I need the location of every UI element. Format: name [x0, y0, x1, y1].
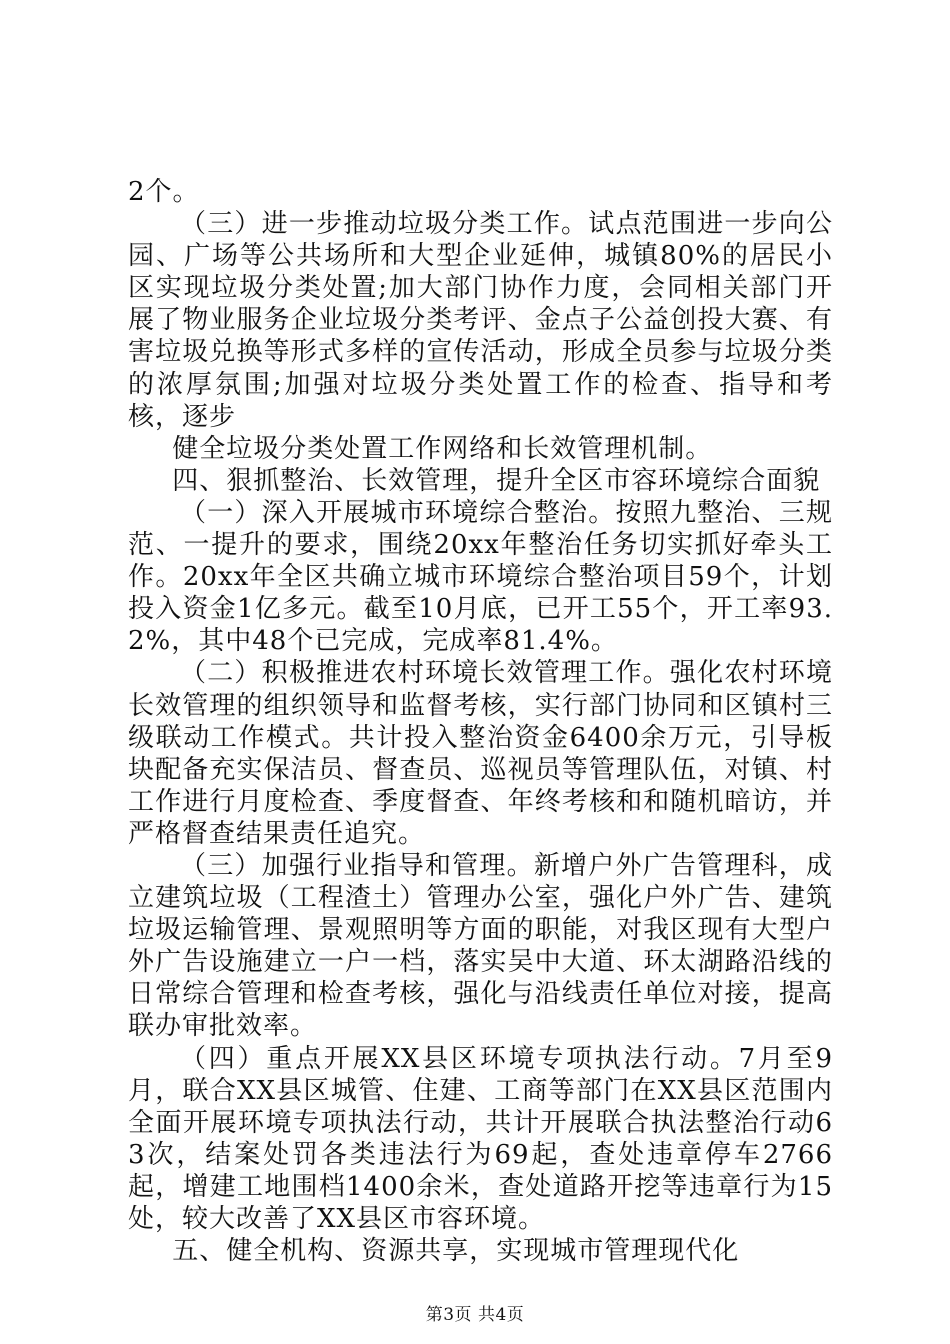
- section-heading-4: 四、狠抓整治、长效管理，提升全区市容环境综合面貌: [172, 465, 821, 496]
- paragraph-garbage-sorting: （三）进一步推动垃圾分类工作。试点范围进一步向公园、广场等公共场所和大型企业延伸，城镇80%的居民小区实现垃圾分类处置;加大部门协作力度，会同相关部门开展了物业服务企业垃圾分类考评、金点子公益创投大赛、有害垃圾兑换等形式多样的宣传活动，形成全员参与垃圾分类的浓厚氛围;加强对垃圾分类处置工作的检查、指导和考核，逐步: [128, 209, 833, 432]
- paragraph-industry-guidance: （三）加强行业指导和管理。新增户外广告管理科，成立建筑垃圾（工程渣土）管理办公室，强化户外广告、建筑垃圾运输管理、景观照明等方面的职能，对我区现有大型户外广告设施建立一户一档，落实吴中大道、环太湖路沿线的日常综合管理和检查考核，强化与沿线责任单位对接，提高联办审批效率。: [128, 850, 833, 1042]
- paragraph-garbage-sorting-tail: 健全垃圾分类处置工作网络和长效管理机制。: [172, 433, 713, 464]
- paragraph-rural-environment: （二）积极推进农村环境长效管理工作。强化农村环境长效管理的组织领导和监督考核，实行部门协同和区镇村三级联动工作模式。共计投入整治资金6400余万元，引导板块配备充实保洁员、督查员、巡视员等管理队伍，对镇、村工作进行月度检查、季度督查、年终考核和和随机暗访，并严格督查结果责任追究。: [128, 658, 833, 849]
- page-footer: 第3页 共4页: [425, 1305, 525, 1325]
- paragraph-city-environment: （一）深入开展城市环境综合整治。按照九整治、三规范、一提升的要求，围绕20xx年整治任务切实抓好牵头工作。20xx年全区共确立城市环境综合整治项目59个，计划投入资金1亿多元。截至10月底，已开工55个，开工率93.2%，其中48个已完成，完成率81.4%。: [128, 497, 833, 657]
- paragraph-law-enforcement: （四）重点开展XX县区环境专项执法行动。7月至9月，联合XX县区城管、住建、工商等部门在XX县区范围内全面开展环境专项执法行动，共计开展联合执法整治行动63次，结案处罚各类违法行为69起，查处违章停车2766起，增建工地围档1400余米，查处道路开挖等违章行为15处，较大改善了XX县区市容环境。: [128, 1043, 833, 1234]
- section-heading-5: 五、健全机构、资源共享，实现城市管理现代化: [172, 1236, 740, 1267]
- document-body: [128, 176, 833, 1267]
- paragraph-continuation: 2个。: [128, 177, 200, 207]
